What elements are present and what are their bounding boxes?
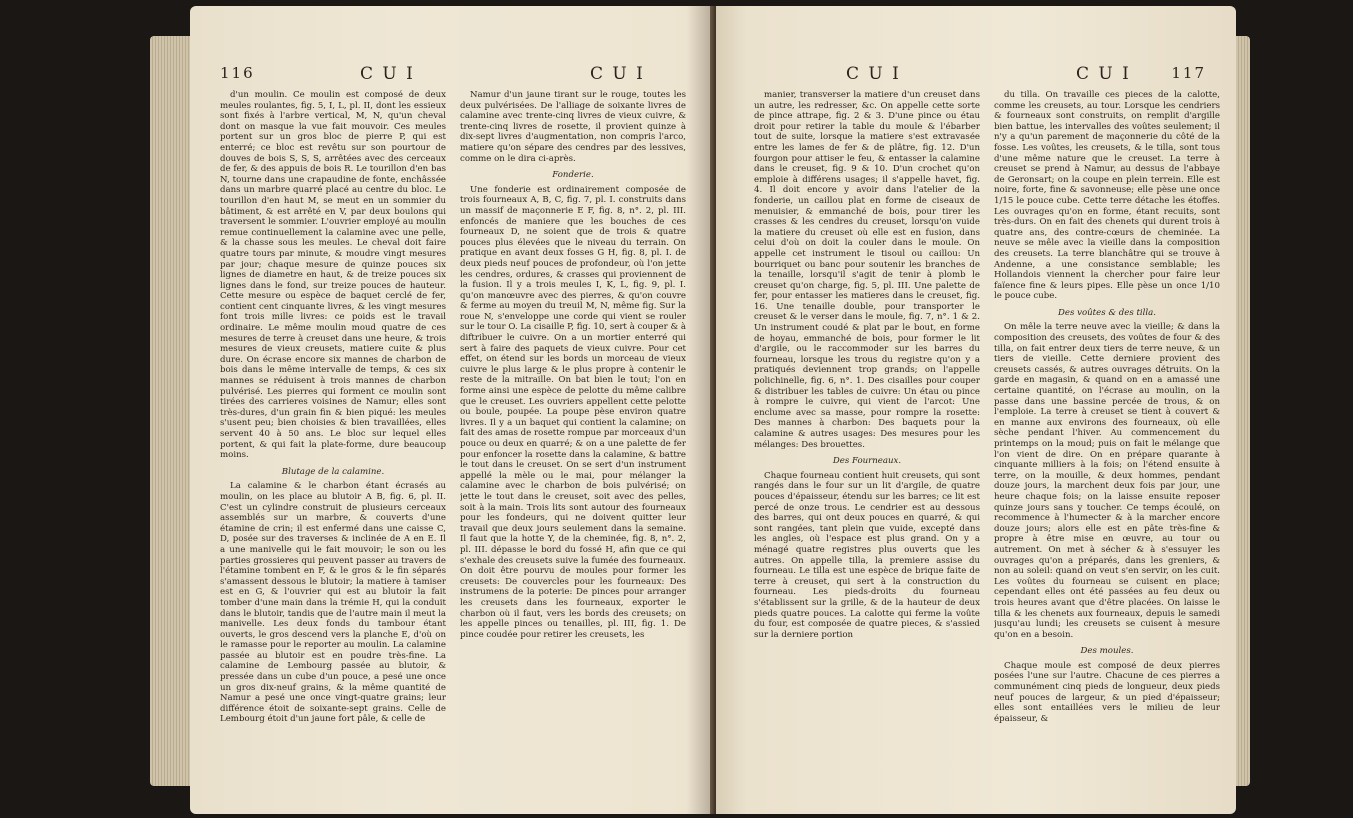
section-heading: Des moules. [1080,646,1134,657]
page-number: 117 [1171,64,1206,82]
section-heading: Fonderie. [552,170,594,181]
text-column-2 [460,90,686,806]
paragraph: Chaque moule est composé de deux pierres posées l'une sur l'autre. Chacune de ces pierres a communément cinq pieds de longueur, deux pieds neuf pouces de largeur, & un pied d'épaisseur; elles sont entaillées vers le milieu de leur épaisseur, & [994,660,1220,724]
right-page [716,6,1236,814]
running-head-right: C U I [590,64,645,84]
page-number: 116 [220,64,255,82]
page-edges-left [150,36,190,786]
paragraph: La calamine & le charbon étant écrasés au moulin, on les place au blutoir A B, fig. 6, pl. II. C'est un cylindre construit de plusieurs cerceaux assemblés sur un marbre, & couverts d'une étamine de crin; il est enfermé dans une caisse C, D, posée sur des traverses & inclinée de A en E. Il a une manivelle qui le fait mouvoir; le son ou les parties grossieres qui peuvent passer au travers de l'étamine tombent en F, & le gros & le fin séparés s'amassent dessous le blutoir; la matiere à tamiser est en G, & l'ouvrier qui est au blutoir la fait tomber d'une main dans la trémie H, qui la conduit dans le blutoir, tandis que de l'autre main il meut la manivelle. Les deux fonds du tambour étant ouverts, le gros descend vers la planche E, d'où on le ramasse pour le reporter au moulin. La calamine passée au blutoir est en poudre très-fine. La calamine de Lembourg passée au blutoir, & pressée dans un cube d'un pouce, a pesé une once un gros dix-neuf grains, & la même quantité de Namur a pesé une once vingt-quatre grains; leur différence étoit de soixante-sept grains. Celle de Lembourg étoit d'un jaune fort pâle, & celle de [220,481,446,725]
paragraph: manier, transverser la matiere d'un creuset dans un autre, les redresser, &c. On appelle cette sorte de pince attrape, fig. 2 & 3. D'une pince ou étau droit pour retirer la table du moule & l'ébarber tout de suite, lorsque la matiere s'est extravasée entre les lames de fer & de plâtre, fig. 12. D'un fourgon pour attiser le feu, & entasser la calamine dans le creuset, fig. 9 & 10. D'un crochet qu'on emploie à différens usages; il s'appelle havet, fig. 4. Il doit encore y avoir dans l'atelier de la fonderie, un caillou plat en forme de ciseaux de menuisier, & emmanché de bois, pour tirer les crasses & les cendres du creuset, lorsqu'on vuide la matiere du creuset où elle est en fusion, dans celui d'où on doit la couler dans le moule. On appelle cet instrument le tisoul ou caillou: Un bourriquet ou banc pour soutenir les branches de la tenaille, lorsqu'il s'agit de tenir à plomb le creuset qu'on charge, fig. 5, pl. III. Une palette de fer, pour entasser les matieres dans le creuset, fig. 16. Une tenaille double, pour transporter le creuset & le verser dans le moule, fig. 7, n°. 1 & 2. Un instrument coudé & plat par le bout, en forme de hoyau, emmanché de bois, pour former le lit d'argile, ou le raccommoder sur les barres du fourneau, lorsque les trous du registre qu'on y a pratiqués deviennent trop grands; on l'appelle polichinelle, fig. 6, n°. 1. Des cisailles pour couper & distribuer les tables de cuivre: Un étau ou pince à rompre le cuivre, qui vient de l'arcot: Une enclume avec sa masse, pour rompre la rosette: Des mannes à charbon: Des baquets pour la calamine & autres usages: Des mesures pour les mélanges: Des brouettes. [754,90,980,450]
section-heading: Blutage de la calamine. [281,466,385,477]
page-edges-right [1236,36,1250,786]
paragraph: d'un moulin. Ce moulin est composé de deux meules roulantes, fig. 5, I, L, pl. II, dont les essieux sont fixés à l'arbre vertical, M, N, qu'un cheval dont on masque la vue fait mouvoir. Ces meules portent sur un gros bloc de pierre P, qui est enterré; ce bloc est revêtu sur son pourtour de douves de bois S, S, S, arrêtées avec des cerceaux de fer, & des appuis de bois R. Le tourillon d'en bas N, tourne dans une crapaudine de fonte, enchâssée dans un marbre quarré placé au centre du bloc. Le tourillon d'en haut M, se meut en un sommier du bâtiment, & est arrêté en V, par deux boulons qui traversent le sommier. L'ouvrier employé au moulin remue continuellement la calamine avec une pelle, & la chasse sous les meules. Le cheval doit faire quatre tours par minute, & moudre vingt mesures par jour; chaque mesure de quinze pouces six lignes de diametre en haut, & de treize pouces six lignes dans le fond, sur treize pouces de hauteur. Cette mesure ou espèce de baquet cerclé de fer, contient cent cinquante livres, & les vingt mesures font trois mille livres: ce poids est le travail ordinaire. Le même moulin moud quatre de ces mesures de terre à creuset dans une heure, & trois mesures de vieux creusets, matiere cuite & plus dure. On écrase encore six mannes de charbon de bois dans le même intervalle de temps, & ces six mannes se réduisent à trois mannes de charbon pulvérisé. Les pierres qui forment ce moulin sont tirées des carrieres voisines de Namur; elles sont très-dures, d'un grain fin & bien piqué: les meules s'usent peu; bien choisies & bien travaillées, elles servent 40 à 50 ans. Le bloc sur lequel elles portent, & qui fait la plate-forme, dure beaucoup moins. [220,90,446,461]
running-head-left: C U I [846,64,901,84]
paragraph: On mêle la terre neuve avec la vieille; & dans la composition des creusets, des voûtes de four & des tilla, on fait entrer deux tiers de terre neuve, & un tiers de vieille. Cette derniere provient des creusets cassés, & autres ouvrages détruits. On la garde en magasin, & quand on en a amassé une certaine quantité, on l'écrase au moulin, on la passe dans une bassine percée de trous, & on l'emploie. La terre à creuset se tient à couvert & en manne aux environs des fourneaux, où elle sèche pendant l'hiver. Au commencement du printemps on la moud; puis on fait le mélange que l'on vient de dire. On en prépare quarante à cinquante milliers à la fois; on l'étend ensuite à terre, on la mouille, & deux hommes, pendant douze jours, la marchent deux fois par jour, une heure chaque fois; on la laisse ensuite reposer quinze jours sans y toucher. Ce temps écoulé, on recommence à l'humecter & à la marcher encore douze jours; alors elle est en pâte très-fine & propre à être mise en œuvre, au tour ou autrement. On met à sécher & à s'essuyer les ouvrages qu'on a préparés, dans les greniers, & non au soleil: quand on veut s'en servir, on les cuit. Les voûtes du fourneau se cuisent en place; cependant elles ont été passées au feu deux ou trois heures avant que d'être placées. On laisse le tilla & les chenets aux fourneaux, depuis le samedi jusqu'au lundi; les creusets se cuisent à mesure qu'on en a besoin. [994,322,1220,640]
paragraph: Chaque fourneau contient huit creusets, qui sont rangés dans le four sur un lit d'argile, de quatre pouces d'épaisseur, étendu sur les barres; ce lit est percé de onze trous. Le cendrier est au dessous des barres, qui ont deux pouces en quarré, & qui sont rangées, tant plein que vuide, excepté dans les angles, où l'espace est plus grand. On y a ménagé quatre registres plus ouverts que les autres. On appelle tilla, la premiere assise du fourneau. Le tilla est une espèce de brique faite de terre à creuset, qui sert à la construction du fourneau. Les pieds-droits du fourneau s'établissent sur la grille, & de la hauteur de deux pieds quatre pouces. La calotte qui ferme la voûte du four, est composée de quatre pieces, & s'assied sur la derniere portion [754,470,980,640]
paragraph: du tilla. On travaille ces pieces de la calotte, comme les creusets, au tour. Lorsque les cendriers & fourneaux sont construits, on remplit d'argille bien battue, les intervalles des voûtes seulement; il n'y a qu'un parement de maçonnerie du côté de la fosse. Les voûtes, les creusets, & le tilla, sont tous d'une même nature que le creuset. La terre à creuset se prend à Namur, au dessus de l'abbaye de Geronsart; on la coupe en plein terrein. Elle est noire, forte, fine & savonneuse; elle pèse une once 1/15 le pouce cube. Cette terre détache les étoffes. Les ouvrages qu'on en forme, étant recuits, sont très-durs. On en fait des chenets qui durent trois à quatre ans, des contre-cœurs de cheminée. La neuve se mêle avec la vieille dans la composition des creusets. La terre blanchâtre qui se trouve à Andenne, a une consistance semblable; les Hollandois viennent la chercher pour faire leur faïence fine & leurs pipes. Elle pèse un once 1/10 le pouce cube. [994,90,1220,302]
text-column-1 [220,90,446,806]
section-heading: Des voûtes & des tilla. [1057,307,1157,318]
section-heading: Des Fourneaux. [832,456,902,467]
paragraph: Une fonderie est ordinairement composée de trois fourneaux A, B, C, fig. 7, pl. I. construits dans un massif de maçonnerie E F, fig. 8, n°. 2, pl. III. enfoncés de maniere que les bouches de ces fourneaux D, ne soient que de trois & quatre pouces plus élevées que le niveau du terrain. On pratique en avant deux fosses G H, fig. 8, pl. I. de deux pieds neuf pouces de profondeur, où l'on jette les cendres, ordures, & crasses qui proviennent de la fusion. Il y a trois meules I, K, L, fig. 9, pl. I. qu'on manœuvre avec des pierres, & qu'on couvre & ferme au moyen du treuil M, N, même fig. Sur la roue N, s'enveloppe une corde qui vient se rouler sur le tour O. La cisaille P, fig. 10, sert à couper & à diftribuer le cuivre. On a un mortier enterré qui sert à faire des paquets de vieux cuivre. Pour cet effet, on étend sur les bords un morceau de vieux cuivre le plus large & le plus propre à contenir le reste de la mitraille. On bat bien le tout; l'on en forme ainsi une espèce de pelotte du même calibre que le creuset. Les ouvriers appellent cette pelotte ou boule, poupée. La poupe pèse environ quatre livres. Il y a un baquet qui contient la calamine; on fait des amas de rosette rompue par morceaux d'un pouce ou deux en quarré; & on a une palette de fer pour enfoncer la rosette dans la calamine, & battre le tout dans le creuset. On se sert d'un instrument appellé la mèle ou le mai, pour mélanger la calamine avec le charbon de bois pulvérisé; on jette le tout dans le creuset, soit avec des pelles, soit à la main. Trois lits sont autour des fourneaux pour les fondeurs, qui ne doivent quitter leur travail que deux jours seulement dans la semaine. Il faut que la hotte Y, de la cheminée, fig. 8, n°. 2, pl. III. dépasse le bord du fossé H, afin que ce qui s'exhale des creusets suive la fumée des fourneaux. On doit être pourvu de moules pour former les creusets: De couvercles pour les fourneaux: Des instrumens de la poterie: De pinces pour arranger les creusets dans les fourneaux, exporter le charbon où il faut, vers les bords des creusets; on les appelle pinces ou tenailles, pl. III, fig. 1. De pince coudée pour retirer les creusets, les [460,184,686,640]
paragraph: Namur d'un jaune tirant sur le rouge, toutes les deux pulvérisées. De l'alliage de soixante livres de calamine avec trente-cinq livres de vieux cuivre, & trente-cinq livres de rosette, il provient quinze à dix-sept livres d'augmentation, non compris l'arco, matiere qu'on sépare des cendres par des lessives, comme on le dira ci-après. [460,90,686,164]
text-column-1 [754,90,980,806]
open-book [150,6,1250,814]
running-head-right: C U I [1076,64,1131,84]
left-page [190,6,716,814]
right-page-header [746,64,1206,86]
left-page-header [220,64,686,86]
text-column-2 [994,90,1220,806]
running-head-left: C U I [360,64,415,84]
